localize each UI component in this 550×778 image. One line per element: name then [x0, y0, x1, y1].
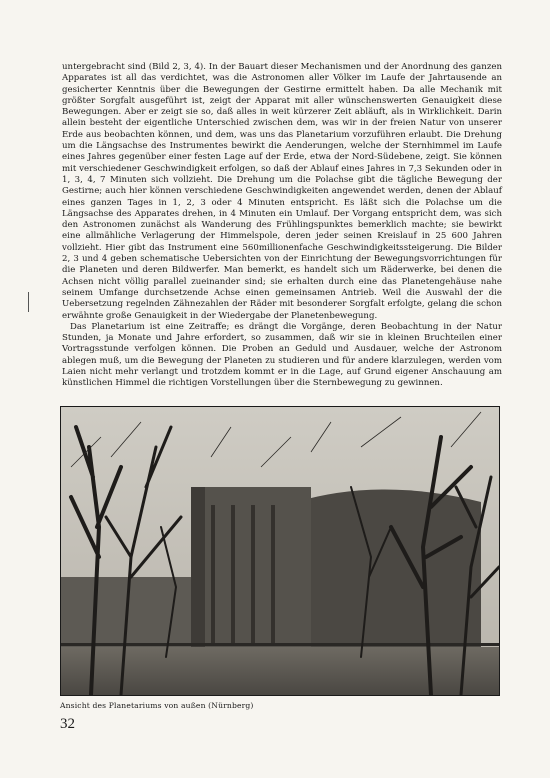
paragraph-2: Das Planetarium ist eine Zeitraffe; es drängt die Vorgänge, deren Beobachtung in der Natur Stunden, ja Monate und Jahre erfordert, so zusammen, daß wir sie in kleinen Bruchteilen einer Vortragsstunde verfolgen können. Die Proben an Geduld und Ausdauer, welche der Astronom ablegen muß, um die Bewegung der Planeten zu studieren und für andere klarzulegen, werden vom Laien nicht mehr verlangt und trotzdem kommt er in die Lage, auf Grund eigener Anschauung am künstlichen Himmel die richtigen Vorstellungen über die Sternbewegung zu gewinnen. — [62, 321, 502, 389]
photo-caption: Ansicht des Planetariums von außen (Nürnberg) — [60, 701, 254, 710]
planetarium-building-image — [61, 407, 499, 695]
body-text — [62, 62, 502, 390]
page-number: 32 — [60, 716, 75, 732]
planetarium-photo — [60, 406, 500, 696]
margin-mark — [28, 292, 29, 312]
paragraph-1: untergebracht sind (Bild 2, 3, 4). In der Bauart dieser Mechanismen und der Anordnung des ganzen Apparates ist all das verdichtet, was die Astronomen aller Völker im Laufe der Jahrtausende an gesicherter Kenntnis über die Bewegungen der Gestirne ermittelt haben. Da alle Mechanik mit größter Sorgfalt ausgeführt ist, zeigt der Apparat mit aller wünschenswerten Genauigkeit diese Bewegungen. Aber er zeigt sie so, daß alles in weit kürzerer Zeit abläuft, als in Wirklichkeit. Darin allein besteht der eigentliche Unterschied zwischen dem, was wir in der freien Natur von unserer Erde aus beobachten können, und dem, was uns das Planetarium vorzuführen erlaubt. Die Drehung um die Längsachse des Instrumentes bewirkt die Aenderungen, welche der Sternhimmel im Laufe eines Jahres gegenüber einer festen Lage auf der Erde, etwa der Nord-Südebene, zeigt. Sie können mit verschiedener Geschwindigkeit erfolgen, so daß der Ablauf eines Jahres in 7,3 Sekunden oder in 1, 3, 4, 7 Minuten sich vollzieht. Die Drehung um die Polachse gibt die tägliche Bewegung der Gestirne; auch hier können verschiedene Geschwindigkeiten angewendet werden, denen der Ablauf eines ganzen Tages in 1, 2, 3 oder 4 Minuten entspricht. Es läßt sich die Polachse um die Längsachse des Apparates drehen, in 4 Minuten ein Umlauf. Der Vorgang entspricht dem, was sich den Astronomen zunächst als Wanderung des Frühlingspunktes bemerklich machte; sie bewirkt eine allmähliche Verlagerung der Himmelspole, deren jeder seinen Kreislauf in 25 600 Jahren vollzieht. Hier gibt das Instrument eine 560millionenfache Geschwindigkeitssteigerung. Die Bilder 2, 3 und 4 geben schematische Uebersichten von der Einrichtung der Bewegungsvorrichtungen für die Planeten und deren Bildwerfer. Man bemerkt, es handelt sich um Räderwerke, bei denen die Achsen nicht völlig parallel zueinander sind; sie erhalten durch eine das Planetengehäuse nahe seinem Umfange durchsetzende Achse einen gemeinsamen Antrieb. Weil die Auswahl der die Uebersetzung regelnden Zähnezahlen der Räder mit besonderer Sorgfalt erfolgte, gelang die schon erwähnte große Genauigkeit in der Wiedergabe der Planetenbewegung. — [62, 62, 502, 321]
